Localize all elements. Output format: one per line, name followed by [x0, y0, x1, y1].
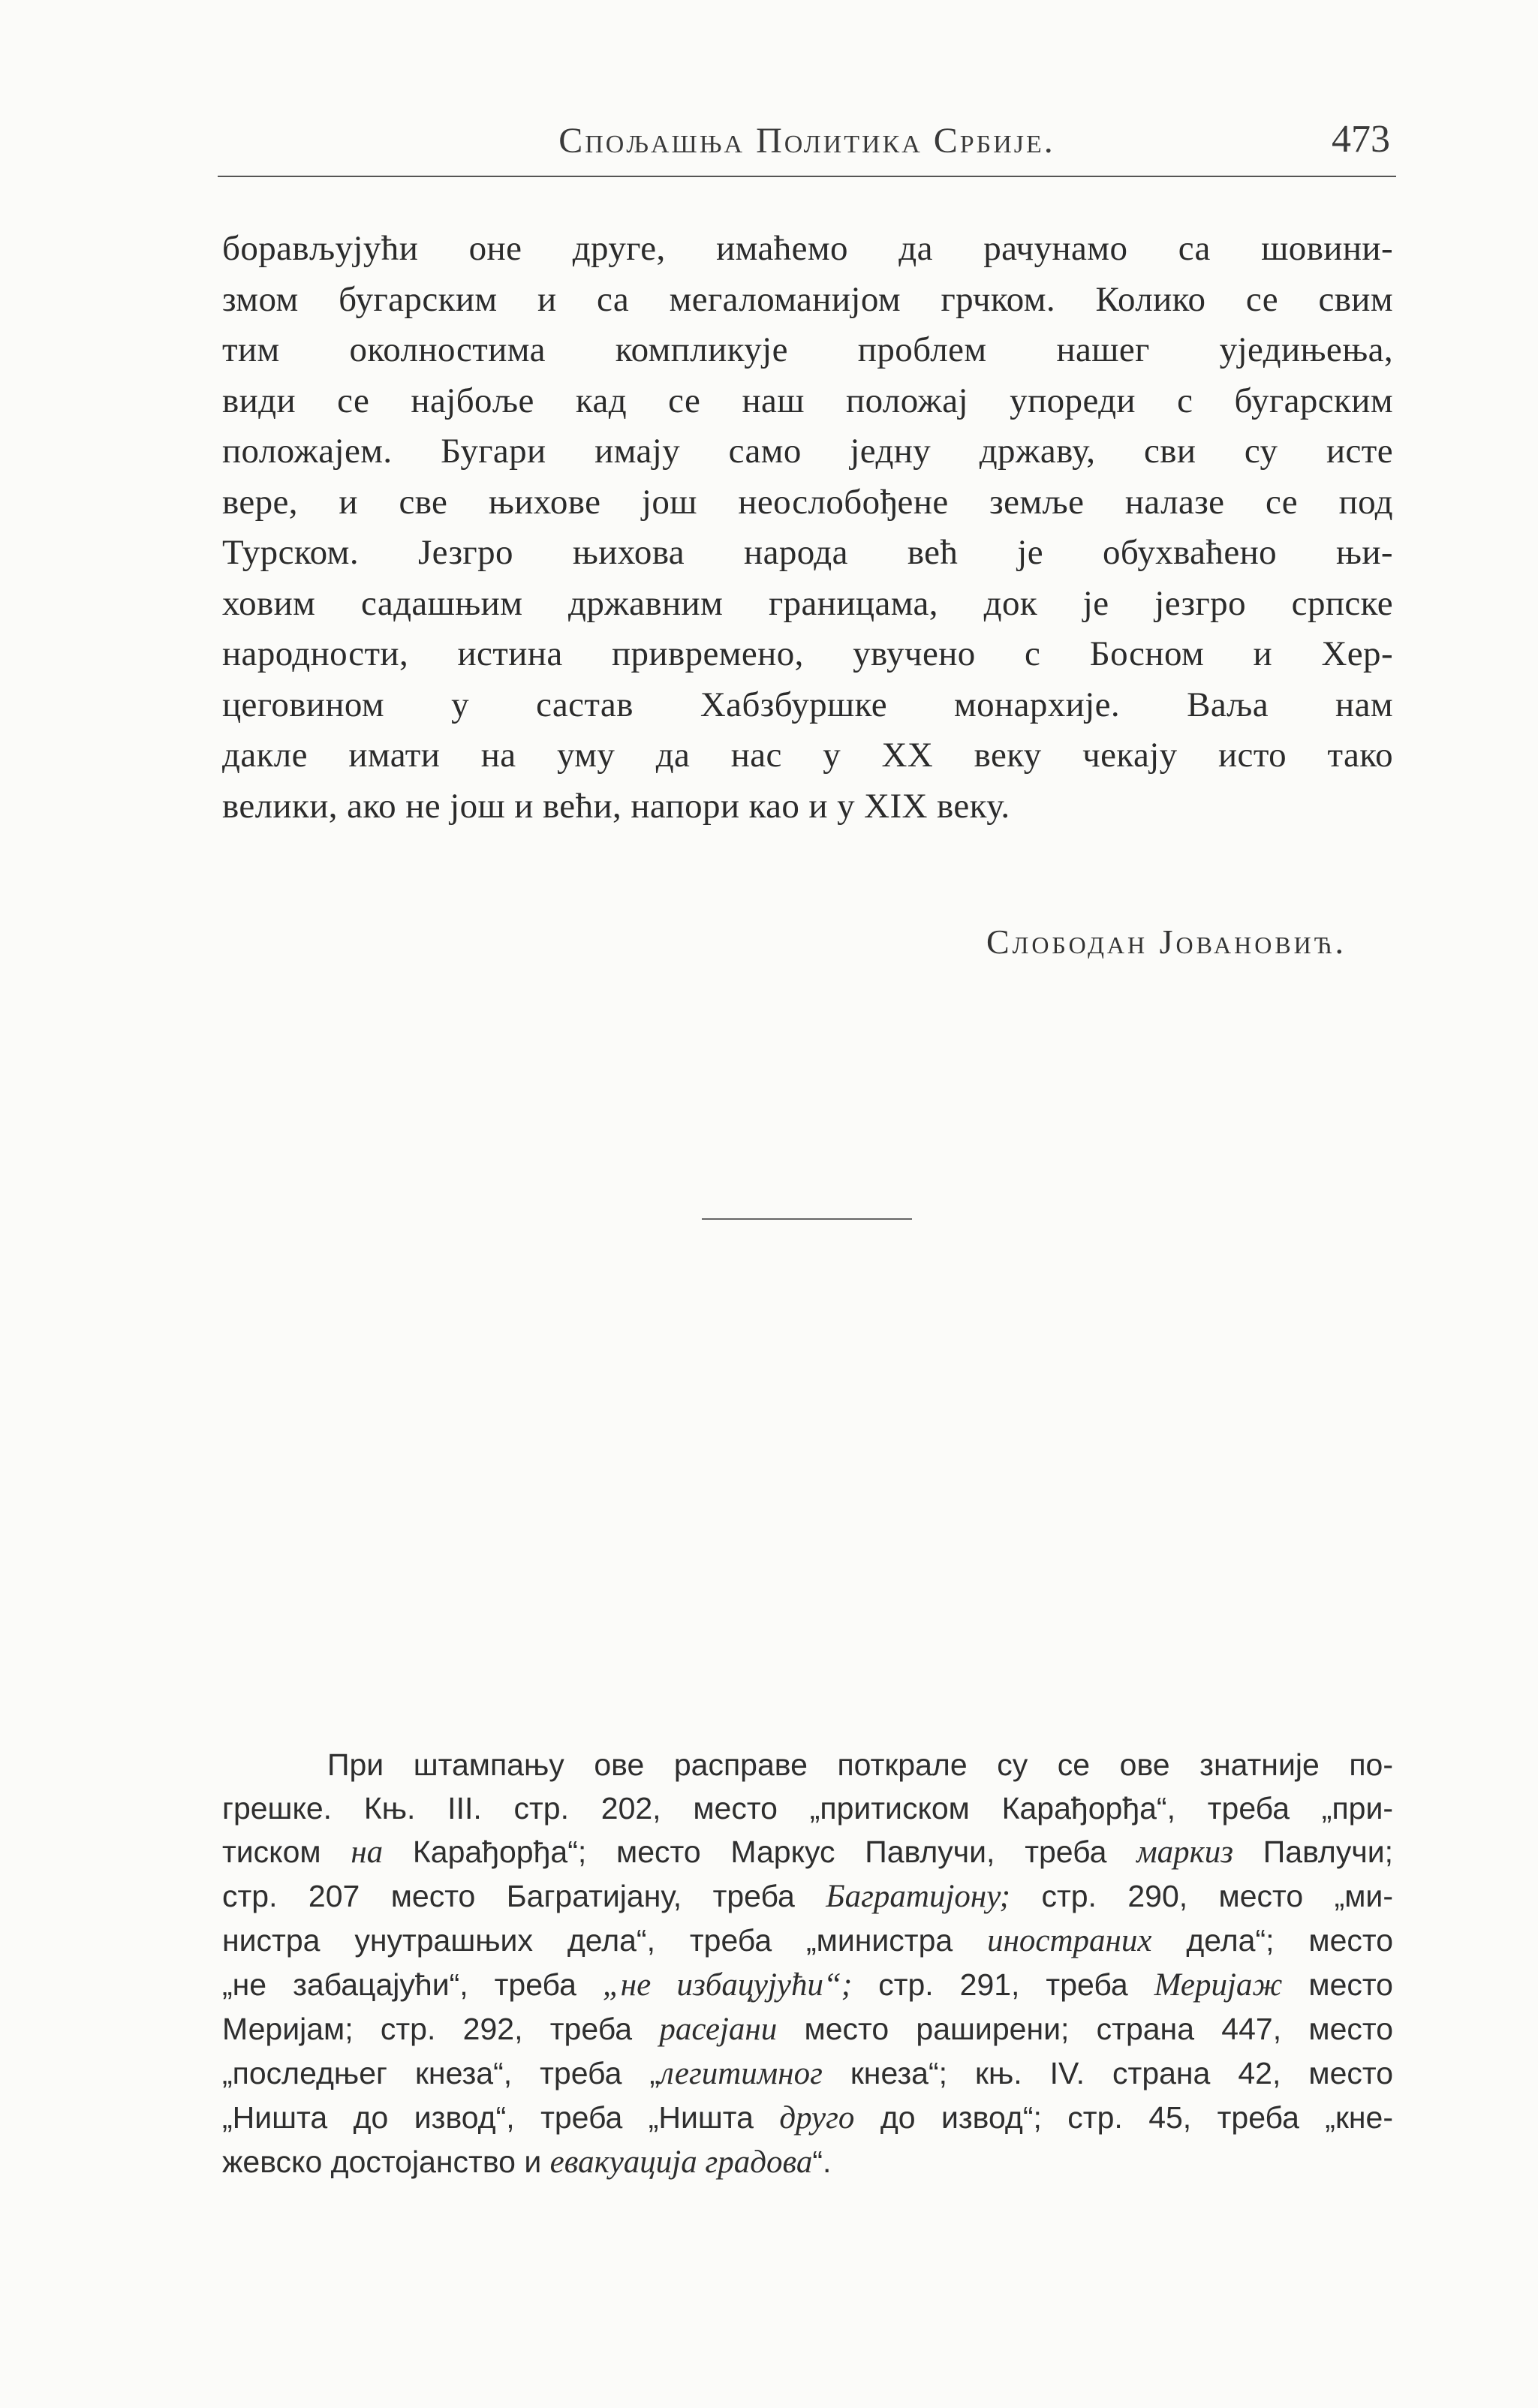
author-signature: Слободан Јовановић.	[986, 923, 1347, 961]
header-rule	[218, 176, 1396, 177]
section-separator	[702, 1218, 912, 1220]
page-number: 473	[1332, 118, 1390, 161]
errata-line	[222, 2096, 1393, 2140]
errata-line	[222, 1786, 1393, 1830]
errata-line	[222, 1963, 1393, 2007]
errata-italic: легитимног	[660, 2056, 823, 2091]
body-line: положајем. Бугари имају само једну државу, сви су исте	[222, 432, 1393, 471]
errata-line	[222, 1919, 1393, 1963]
errata-line	[222, 1830, 1393, 1874]
body-line: тим околностима компликује проблем нашег уједињења,	[222, 330, 1393, 369]
body-line: борављујући оне друге, имаћемо да рачунамо са шовини-	[222, 229, 1393, 268]
body-line: цеговином у састав Хабзбуршке монархије. Ваља нам	[222, 685, 1393, 724]
running-head	[218, 120, 1396, 173]
body-line: Турском. Језгро њихова народа већ је обухваћено њи-	[222, 533, 1393, 572]
errata-italic: „не избацујући“;	[602, 1967, 853, 2003]
errata-italic: на	[351, 1835, 384, 1870]
errata-text: Меријам; стр. 292, треба	[222, 2012, 660, 2046]
errata-line	[222, 1874, 1393, 1919]
errata-text: „не забацајући“, треба	[222, 1967, 603, 2002]
errata-text: стр. 291, треба	[852, 1967, 1154, 2002]
errata-text: до извод“; стр. 45, треба „кне-	[854, 2100, 1393, 2135]
errata-text: место раширени; страна 447, место	[777, 2012, 1393, 2046]
body-line: велики, ако не још и већи, напори као и у XIX веку.	[222, 786, 1010, 826]
errata-text: дела“; место	[1151, 1923, 1393, 1958]
errata-text: „Ништа до извод“, треба „Ништа	[222, 2100, 780, 2135]
body-line: види се најбоље кад се наш положај упореди с бугарским	[222, 381, 1393, 420]
errata-line	[222, 2007, 1393, 2051]
errata-text: стр. 290, место „ми-	[1010, 1879, 1393, 1913]
errata-text: тиском	[222, 1835, 351, 1869]
body-line: народности, истина привремено, увучено с Босном и Хер-	[222, 634, 1393, 673]
errata-note	[222, 1743, 1393, 2184]
errata-line	[222, 1743, 1393, 1786]
errata-line	[222, 2051, 1393, 2096]
errata-text: стр. 207 место Багратијану, треба	[222, 1879, 826, 1913]
errata-text: место	[1282, 1967, 1393, 2002]
running-title: Спољашња Политика Србије.	[558, 121, 1055, 161]
body-paragraph	[222, 224, 1393, 832]
errata-text: кнеза“; књ. IV. страна 42, место	[822, 2056, 1393, 2090]
errata-text: нистра унутрашњих дела“, треба „министра	[222, 1923, 988, 1958]
errata-text: При штампању ове расправе поткрале су се ове знатније по-	[327, 1747, 1393, 1782]
errata-text: Павлучи;	[1233, 1835, 1393, 1869]
errata-italic: расејани	[659, 2012, 778, 2047]
errata-text: жевско достојанство и	[222, 2145, 550, 2179]
body-line: дакле имати на уму да нас у XX веку чекају исто тако	[222, 736, 1393, 775]
errata-italic: Меријаж	[1154, 1967, 1283, 2003]
errata-text: грешке. Књ. III. стр. 202, место „притиском Карађорђа“, треба „при-	[222, 1791, 1393, 1826]
errata-text: “.	[812, 2145, 832, 2179]
errata-italic: маркиз	[1136, 1835, 1234, 1870]
errata-italic: друго	[779, 2100, 855, 2136]
body-line: ховим садашњим државним границама, док је језгро српске	[222, 583, 1393, 623]
errata-line	[222, 2140, 1393, 2184]
errata-italic: иностраних	[987, 1923, 1152, 1958]
errata-italic: евакуација градова	[549, 2145, 813, 2180]
errata-italic: Багратијону;	[826, 1879, 1011, 1914]
body-line: вере, и све њихове још неослобођене земље налазе се под	[222, 482, 1393, 522]
errata-text: Карађорђа“; место Маркус Павлучи, треба	[383, 1835, 1137, 1869]
errata-text: „последњег кнеза“, треба „	[222, 2056, 661, 2090]
body-line: змом бугарским и са мегаломанијом грчком. Колико се свим	[222, 279, 1393, 319]
